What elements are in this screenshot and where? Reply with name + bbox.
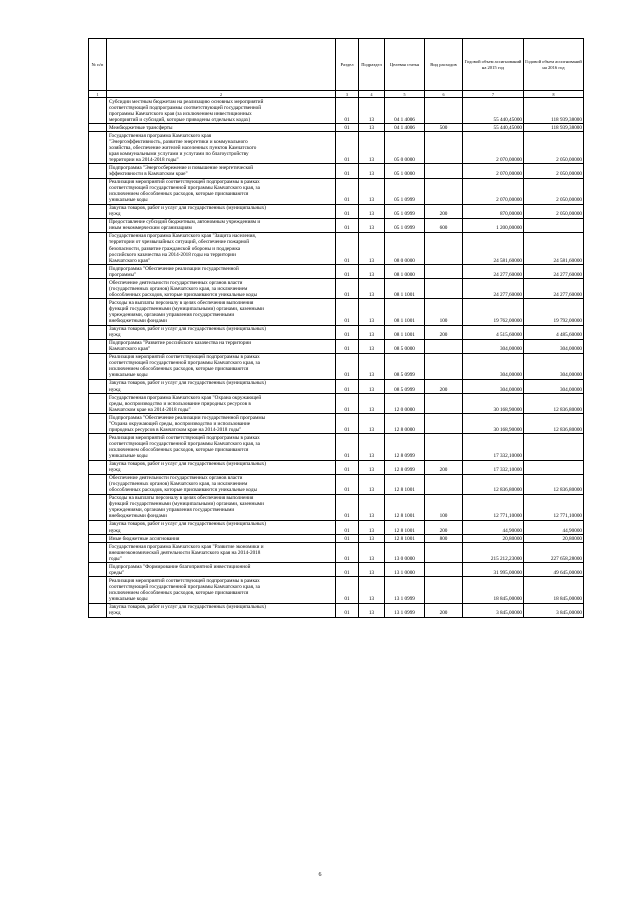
cell-razdel: 01 bbox=[336, 535, 359, 543]
cell-razdel: 01 bbox=[336, 603, 359, 617]
cell-num bbox=[89, 520, 107, 534]
cell-amount-2016 bbox=[524, 460, 584, 474]
cell-name: Государственная программа Камчатского края "Энергоэффективность, развитие энергетики и коммунального хозяйства, обеспечение жителей населенных пунктов Камчатского края коммунальными услугами и услугами по благоустройству территории на 2014-2018 годы" bbox=[107, 132, 336, 164]
cell-razdel: 01 bbox=[336, 98, 359, 124]
cell-name: Обеспечение деятельности государственных органов власти (государственных органов) Камчатского края, за исключением обособленных расходов, которые присваиваются уникальные коды bbox=[107, 474, 336, 494]
cell-name: Закупка товаров, работ и услуг для государственных (муниципальных) нужд bbox=[107, 379, 336, 393]
cell-expense-type bbox=[425, 414, 463, 434]
cell-amount-2015: 304,00000 bbox=[463, 339, 524, 353]
table-body bbox=[89, 98, 584, 618]
cell-razdel: 01 bbox=[336, 353, 359, 379]
cell-amount-2016 bbox=[524, 218, 584, 232]
table-row bbox=[89, 232, 584, 264]
cell-amount-2015: 17 332,10000 bbox=[463, 434, 524, 460]
cell-num bbox=[89, 474, 107, 494]
table-row bbox=[89, 494, 584, 520]
cell-target-article: 12 8 1001 bbox=[385, 474, 425, 494]
cell-expense-type bbox=[425, 543, 463, 563]
table-row bbox=[89, 299, 584, 325]
cell-amount-2016: 118 939,38000 bbox=[524, 124, 584, 132]
table-row bbox=[89, 434, 584, 460]
cell-expense-type bbox=[425, 474, 463, 494]
cell-name: Реализация мероприятий соответствующей подпрограммы в рамках соответствующей государственной программы Камчатского края, за исключением обособленных расходов, которые присваиваются уникальные коды bbox=[107, 353, 336, 379]
cell-amount-2016: 118 939,38000 bbox=[524, 98, 584, 124]
cell-num bbox=[89, 460, 107, 474]
cell-razdel: 01 bbox=[336, 379, 359, 393]
cell-podrazdel: 13 bbox=[359, 124, 385, 132]
cell-target-article: 08 0 0000 bbox=[385, 232, 425, 264]
cell-razdel: 01 bbox=[336, 520, 359, 534]
cell-target-article: 13 0 0000 bbox=[385, 543, 425, 563]
cell-target-article: 08 5 0999 bbox=[385, 379, 425, 393]
cell-amount-2016: 12 836,80000 bbox=[524, 414, 584, 434]
cell-num bbox=[89, 339, 107, 353]
cell-target-article: 04 1 4006 bbox=[385, 124, 425, 132]
cell-razdel: 01 bbox=[336, 434, 359, 460]
table-row bbox=[89, 325, 584, 339]
cell-podrazdel: 13 bbox=[359, 279, 385, 299]
cell-expense-type bbox=[425, 339, 463, 353]
cell-name: Расходы на выплаты персоналу в целях обеспечения выполнения функций государственными (муниципальными) органами, казенными учреждениями, органами управления государственными внебюджетными фондами bbox=[107, 494, 336, 520]
header-expense-type: Вид расходов bbox=[425, 39, 463, 91]
budget-table-container bbox=[88, 38, 583, 618]
cell-num bbox=[89, 178, 107, 204]
table-row bbox=[89, 520, 584, 534]
column-number-row bbox=[89, 91, 584, 98]
cell-amount-2015: 215 212,23000 bbox=[463, 543, 524, 563]
cell-podrazdel: 13 bbox=[359, 543, 385, 563]
cell-razdel: 01 bbox=[336, 339, 359, 353]
cell-amount-2016: 2 050,00000 bbox=[524, 204, 584, 218]
cell-podrazdel: 13 bbox=[359, 339, 385, 353]
cell-num bbox=[89, 494, 107, 520]
cell-expense-type bbox=[425, 265, 463, 279]
cell-amount-2015: 1 200,00000 bbox=[463, 218, 524, 232]
cell-amount-2016: 2 050,00000 bbox=[524, 178, 584, 204]
cell-expense-type: 100 bbox=[425, 494, 463, 520]
cell-amount-2015: 2 070,00000 bbox=[463, 178, 524, 204]
cell-amount-2016: 24 277,60000 bbox=[524, 279, 584, 299]
column-number: 3 bbox=[336, 91, 359, 98]
cell-target-article: 13 1 0999 bbox=[385, 603, 425, 617]
cell-num bbox=[89, 535, 107, 543]
cell-razdel: 01 bbox=[336, 218, 359, 232]
cell-num bbox=[89, 394, 107, 414]
table-row bbox=[89, 279, 584, 299]
table-row bbox=[89, 132, 584, 164]
cell-target-article: 12 8 0000 bbox=[385, 414, 425, 434]
cell-amount-2015: 17 332,10000 bbox=[463, 460, 524, 474]
cell-expense-type: 200 bbox=[425, 520, 463, 534]
cell-name: Предоставление субсидий бюджетным, автономным учреждениям и иным некоммерческим организациям bbox=[107, 218, 336, 232]
cell-podrazdel: 13 bbox=[359, 520, 385, 534]
column-number: 1 bbox=[89, 91, 107, 98]
cell-podrazdel: 13 bbox=[359, 603, 385, 617]
cell-razdel: 01 bbox=[336, 414, 359, 434]
cell-razdel: 01 bbox=[336, 164, 359, 178]
cell-num bbox=[89, 218, 107, 232]
cell-target-article: 12 0 0000 bbox=[385, 394, 425, 414]
cell-expense-type bbox=[425, 232, 463, 264]
cell-amount-2015: 304,00000 bbox=[463, 353, 524, 379]
column-number: 6 bbox=[425, 91, 463, 98]
header-year-2016: Годовой объем ассигнований на 2016 год bbox=[524, 39, 584, 91]
cell-podrazdel: 13 bbox=[359, 299, 385, 325]
cell-razdel: 01 bbox=[336, 204, 359, 218]
cell-podrazdel: 13 bbox=[359, 325, 385, 339]
cell-target-article: 08 1 1001 bbox=[385, 279, 425, 299]
cell-expense-type: 100 bbox=[425, 299, 463, 325]
cell-name: Обеспечение деятельности государственных органов власти (государственных органов) Камчатского края, за исключением обособленных расходов, которые присваиваются уникальные коды bbox=[107, 279, 336, 299]
cell-num bbox=[89, 204, 107, 218]
cell-razdel: 01 bbox=[336, 474, 359, 494]
cell-podrazdel: 13 bbox=[359, 494, 385, 520]
table-row bbox=[89, 218, 584, 232]
cell-podrazdel: 13 bbox=[359, 414, 385, 434]
cell-num bbox=[89, 279, 107, 299]
cell-target-article: 04 1 4006 bbox=[385, 98, 425, 124]
cell-num bbox=[89, 164, 107, 178]
cell-amount-2016: 3 845,00000 bbox=[524, 603, 584, 617]
cell-amount-2015: 20,80000 bbox=[463, 535, 524, 543]
cell-razdel: 01 bbox=[336, 124, 359, 132]
cell-amount-2015: 4 515,60000 bbox=[463, 325, 524, 339]
cell-amount-2015: 55 440,45000 bbox=[463, 98, 524, 124]
cell-podrazdel: 13 bbox=[359, 474, 385, 494]
cell-amount-2016: 2 050,00000 bbox=[524, 164, 584, 178]
cell-razdel: 01 bbox=[336, 279, 359, 299]
cell-name: Расходы на выплаты персоналу в целях обеспечения выполнения функций государственными (муниципальными) органами, казенными учреждениями, органами управления государственными внебюджетными фондами bbox=[107, 299, 336, 325]
cell-expense-type bbox=[425, 178, 463, 204]
cell-num bbox=[89, 124, 107, 132]
column-number: 2 bbox=[107, 91, 336, 98]
cell-name: Закупка товаров, работ и услуг для государственных (муниципальных) нужд bbox=[107, 204, 336, 218]
cell-name: Подпрограмма "Обеспечение реализации государственной программы" bbox=[107, 265, 336, 279]
cell-name: Государственная программа Камчатского края "Развитие экономики и внешнеэкономической деятельности Камчатского края на 2014-2018 годы" bbox=[107, 543, 336, 563]
cell-podrazdel: 13 bbox=[359, 394, 385, 414]
cell-razdel: 01 bbox=[336, 325, 359, 339]
cell-expense-type bbox=[425, 577, 463, 603]
table-row bbox=[89, 414, 584, 434]
cell-podrazdel: 13 bbox=[359, 164, 385, 178]
cell-target-article: 08 5 0999 bbox=[385, 353, 425, 379]
cell-amount-2015: 24 277,60000 bbox=[463, 279, 524, 299]
cell-amount-2015: 24 277,60000 bbox=[463, 265, 524, 279]
cell-amount-2015: 24 581,60000 bbox=[463, 232, 524, 264]
cell-target-article: 05 1 0999 bbox=[385, 218, 425, 232]
cell-amount-2016: 19 792,00000 bbox=[524, 299, 584, 325]
cell-expense-type: 200 bbox=[425, 603, 463, 617]
cell-amount-2016: 24 277,60000 bbox=[524, 265, 584, 279]
cell-amount-2016: 12 836,80000 bbox=[524, 394, 584, 414]
cell-expense-type: 600 bbox=[425, 218, 463, 232]
cell-amount-2015: 31 995,00000 bbox=[463, 563, 524, 577]
cell-num bbox=[89, 563, 107, 577]
cell-podrazdel: 13 bbox=[359, 178, 385, 204]
cell-podrazdel: 13 bbox=[359, 232, 385, 264]
column-number: 7 bbox=[463, 91, 524, 98]
table-row bbox=[89, 164, 584, 178]
cell-amount-2015: 2 070,00000 bbox=[463, 164, 524, 178]
cell-razdel: 01 bbox=[336, 178, 359, 204]
table-row bbox=[89, 98, 584, 124]
table-row bbox=[89, 474, 584, 494]
cell-amount-2016: 227 658,28000 bbox=[524, 543, 584, 563]
cell-expense-type: 500 bbox=[425, 124, 463, 132]
cell-amount-2015: 870,00000 bbox=[463, 204, 524, 218]
cell-expense-type bbox=[425, 353, 463, 379]
cell-amount-2016: 44,90000 bbox=[524, 520, 584, 534]
cell-target-article: 12 8 1001 bbox=[385, 494, 425, 520]
table-row bbox=[89, 265, 584, 279]
table-row bbox=[89, 204, 584, 218]
table-row bbox=[89, 339, 584, 353]
cell-target-article: 12 8 0999 bbox=[385, 460, 425, 474]
cell-num bbox=[89, 543, 107, 563]
cell-amount-2015: 44,90000 bbox=[463, 520, 524, 534]
cell-num bbox=[89, 232, 107, 264]
cell-name: Закупка товаров, работ и услуг для государственных (муниципальных) нужд bbox=[107, 603, 336, 617]
cell-target-article: 08 5 0000 bbox=[385, 339, 425, 353]
cell-target-article: 13 1 0000 bbox=[385, 563, 425, 577]
cell-num bbox=[89, 353, 107, 379]
cell-num bbox=[89, 98, 107, 124]
cell-amount-2016: 12 771,10000 bbox=[524, 494, 584, 520]
cell-amount-2015: 2 070,00000 bbox=[463, 132, 524, 164]
cell-amount-2016: 49 645,00000 bbox=[524, 563, 584, 577]
cell-razdel: 01 bbox=[336, 232, 359, 264]
cell-expense-type: 200 bbox=[425, 325, 463, 339]
cell-num bbox=[89, 325, 107, 339]
cell-target-article: 05 1 0999 bbox=[385, 178, 425, 204]
cell-razdel: 01 bbox=[336, 265, 359, 279]
cell-target-article: 13 1 0999 bbox=[385, 577, 425, 603]
cell-razdel: 01 bbox=[336, 460, 359, 474]
cell-podrazdel: 13 bbox=[359, 265, 385, 279]
header-year-2015: Годовой объем ассигнований на 2015 год bbox=[463, 39, 524, 91]
cell-amount-2015: 12 836,80000 bbox=[463, 474, 524, 494]
cell-expense-type: 200 bbox=[425, 460, 463, 474]
column-number: 5 bbox=[385, 91, 425, 98]
cell-name: Подпрограмма "Обеспечение реализации государственной программы "Охрана окружающей среды, воспроизводство и использование природных ресурсов в Камчатском крае на 2014-2018 годы" bbox=[107, 414, 336, 434]
cell-name: Государственная программа Камчатского края "Защита населения, территории от чрезвычайных ситуаций, обеспечение пожарной безопасности, развитие гражданской обороны и поддержка российского казачества на 2014-2018 годы на территории Камчатского края" bbox=[107, 232, 336, 264]
cell-amount-2016: 304,00000 bbox=[524, 379, 584, 393]
cell-podrazdel: 13 bbox=[359, 563, 385, 577]
cell-amount-2016: 2 050,00000 bbox=[524, 132, 584, 164]
cell-num bbox=[89, 577, 107, 603]
cell-expense-type bbox=[425, 434, 463, 460]
table-row bbox=[89, 563, 584, 577]
cell-expense-type bbox=[425, 394, 463, 414]
cell-razdel: 01 bbox=[336, 494, 359, 520]
cell-target-article: 12 8 1001 bbox=[385, 520, 425, 534]
table-row bbox=[89, 178, 584, 204]
column-number: 8 bbox=[524, 91, 584, 98]
cell-amount-2015: 30 168,90000 bbox=[463, 414, 524, 434]
cell-amount-2015: 18 845,00000 bbox=[463, 577, 524, 603]
cell-target-article: 05 1 0999 bbox=[385, 204, 425, 218]
cell-amount-2016: 12 836,80000 bbox=[524, 474, 584, 494]
cell-razdel: 01 bbox=[336, 577, 359, 603]
cell-num bbox=[89, 379, 107, 393]
cell-num bbox=[89, 132, 107, 164]
cell-expense-type bbox=[425, 132, 463, 164]
table-row bbox=[89, 543, 584, 563]
cell-amount-2016 bbox=[524, 434, 584, 460]
cell-target-article: 12 8 0999 bbox=[385, 434, 425, 460]
cell-name: Подпрограмма "Формирование благоприятной инвестиционной среды" bbox=[107, 563, 336, 577]
cell-razdel: 01 bbox=[336, 394, 359, 414]
cell-amount-2015: 19 762,00000 bbox=[463, 299, 524, 325]
cell-amount-2016: 304,00000 bbox=[524, 353, 584, 379]
cell-razdel: 01 bbox=[336, 299, 359, 325]
cell-podrazdel: 13 bbox=[359, 535, 385, 543]
cell-name: Подпрограмма "Энергосбережение и повышение энергетической эффективности в Камчатском крае" bbox=[107, 164, 336, 178]
cell-name: Реализация мероприятий соответствующей подпрограммы в рамках соответствующей государственной программы Камчатского края, за исключением обособленных расходов, которые присваиваются уникальные коды bbox=[107, 577, 336, 603]
cell-num bbox=[89, 299, 107, 325]
cell-expense-type: 800 bbox=[425, 535, 463, 543]
cell-podrazdel: 13 bbox=[359, 379, 385, 393]
header-razdel: Раздел bbox=[336, 39, 359, 91]
cell-razdel: 01 bbox=[336, 563, 359, 577]
cell-amount-2016: 18 845,00000 bbox=[524, 577, 584, 603]
cell-podrazdel: 13 bbox=[359, 98, 385, 124]
page-number: 6 bbox=[318, 872, 322, 878]
cell-name: Подпрограмма "Развитие российского казачества на территории Камчатского края" bbox=[107, 339, 336, 353]
cell-num bbox=[89, 414, 107, 434]
cell-target-article: 08 1 1001 bbox=[385, 299, 425, 325]
header-num: № п/п bbox=[89, 39, 107, 91]
cell-amount-2015: 30 168,90000 bbox=[463, 394, 524, 414]
cell-name: Государственная программа Камчатского края "Охрана окружающей среды, воспроизводство и использование природных ресурсов в Камчатском крае на 2014-2018 годы" bbox=[107, 394, 336, 414]
table-row bbox=[89, 379, 584, 393]
table-row bbox=[89, 577, 584, 603]
cell-podrazdel: 13 bbox=[359, 434, 385, 460]
cell-razdel: 01 bbox=[336, 543, 359, 563]
cell-razdel: 01 bbox=[336, 132, 359, 164]
cell-amount-2015: 304,00000 bbox=[463, 379, 524, 393]
cell-target-article: 08 1 1001 bbox=[385, 325, 425, 339]
header-target-article: Целевая статья bbox=[385, 39, 425, 91]
table-header-row bbox=[89, 39, 584, 91]
header-podrazdel: Подраздел bbox=[359, 39, 385, 91]
cell-name: Реализация мероприятий соответствующей подпрограммы в рамках соответствующей государственной программы Камчатского края, за исключением обособленных расходов, которые присваиваются уникальные коды bbox=[107, 178, 336, 204]
cell-amount-2015: 55 440,45000 bbox=[463, 124, 524, 132]
cell-podrazdel: 13 bbox=[359, 132, 385, 164]
cell-num bbox=[89, 265, 107, 279]
table-row bbox=[89, 535, 584, 543]
cell-expense-type bbox=[425, 164, 463, 178]
cell-target-article: 08 1 0000 bbox=[385, 265, 425, 279]
table-row bbox=[89, 603, 584, 617]
cell-expense-type: 200 bbox=[425, 379, 463, 393]
cell-podrazdel: 13 bbox=[359, 353, 385, 379]
cell-podrazdel: 13 bbox=[359, 577, 385, 603]
cell-amount-2015: 12 771,10000 bbox=[463, 494, 524, 520]
table-row bbox=[89, 460, 584, 474]
table-row bbox=[89, 353, 584, 379]
cell-podrazdel: 13 bbox=[359, 204, 385, 218]
header-name bbox=[107, 39, 336, 91]
cell-target-article: 12 8 1001 bbox=[385, 535, 425, 543]
cell-target-article: 05 1 0000 bbox=[385, 164, 425, 178]
cell-expense-type bbox=[425, 563, 463, 577]
cell-num bbox=[89, 434, 107, 460]
cell-name: Закупка товаров, работ и услуг для государственных (муниципальных) нужд bbox=[107, 325, 336, 339]
cell-amount-2016: 20,80000 bbox=[524, 535, 584, 543]
cell-name: Реализация мероприятий соответствующей подпрограммы в рамках соответствующей государственной программы Камчатского края, за исключением обособленных расходов, которые присваиваются уникальные коды bbox=[107, 434, 336, 460]
cell-name: Иные бюджетные ассигнования bbox=[107, 535, 336, 543]
cell-podrazdel: 13 bbox=[359, 218, 385, 232]
cell-name: Субсидии местным бюджетам на реализацию основных мероприятий соответствующей подпрограммы соответствующей государственной программы Камчатского края (за исключением инвестиционных мероприятий и субсидий, которые приводены отдельных кодах) bbox=[107, 98, 336, 124]
cell-amount-2016: 304,00000 bbox=[524, 339, 584, 353]
cell-name: Межбюджетные трансферты bbox=[107, 124, 336, 132]
cell-amount-2016: 4 485,60000 bbox=[524, 325, 584, 339]
column-number: 4 bbox=[359, 91, 385, 98]
cell-expense-type bbox=[425, 98, 463, 124]
table-row bbox=[89, 124, 584, 132]
cell-name: Закупка товаров, работ и услуг для государственных (муниципальных) нужд bbox=[107, 460, 336, 474]
cell-target-article: 05 0 0000 bbox=[385, 132, 425, 164]
cell-name: Закупка товаров, работ и услуг для государственных (муниципальных) нужд bbox=[107, 520, 336, 534]
table-row bbox=[89, 394, 584, 414]
cell-podrazdel: 13 bbox=[359, 460, 385, 474]
cell-amount-2016: 24 581,60000 bbox=[524, 232, 584, 264]
budget-table bbox=[88, 38, 584, 618]
cell-expense-type bbox=[425, 279, 463, 299]
cell-num bbox=[89, 603, 107, 617]
cell-amount-2015: 3 845,00000 bbox=[463, 603, 524, 617]
cell-expense-type: 200 bbox=[425, 204, 463, 218]
